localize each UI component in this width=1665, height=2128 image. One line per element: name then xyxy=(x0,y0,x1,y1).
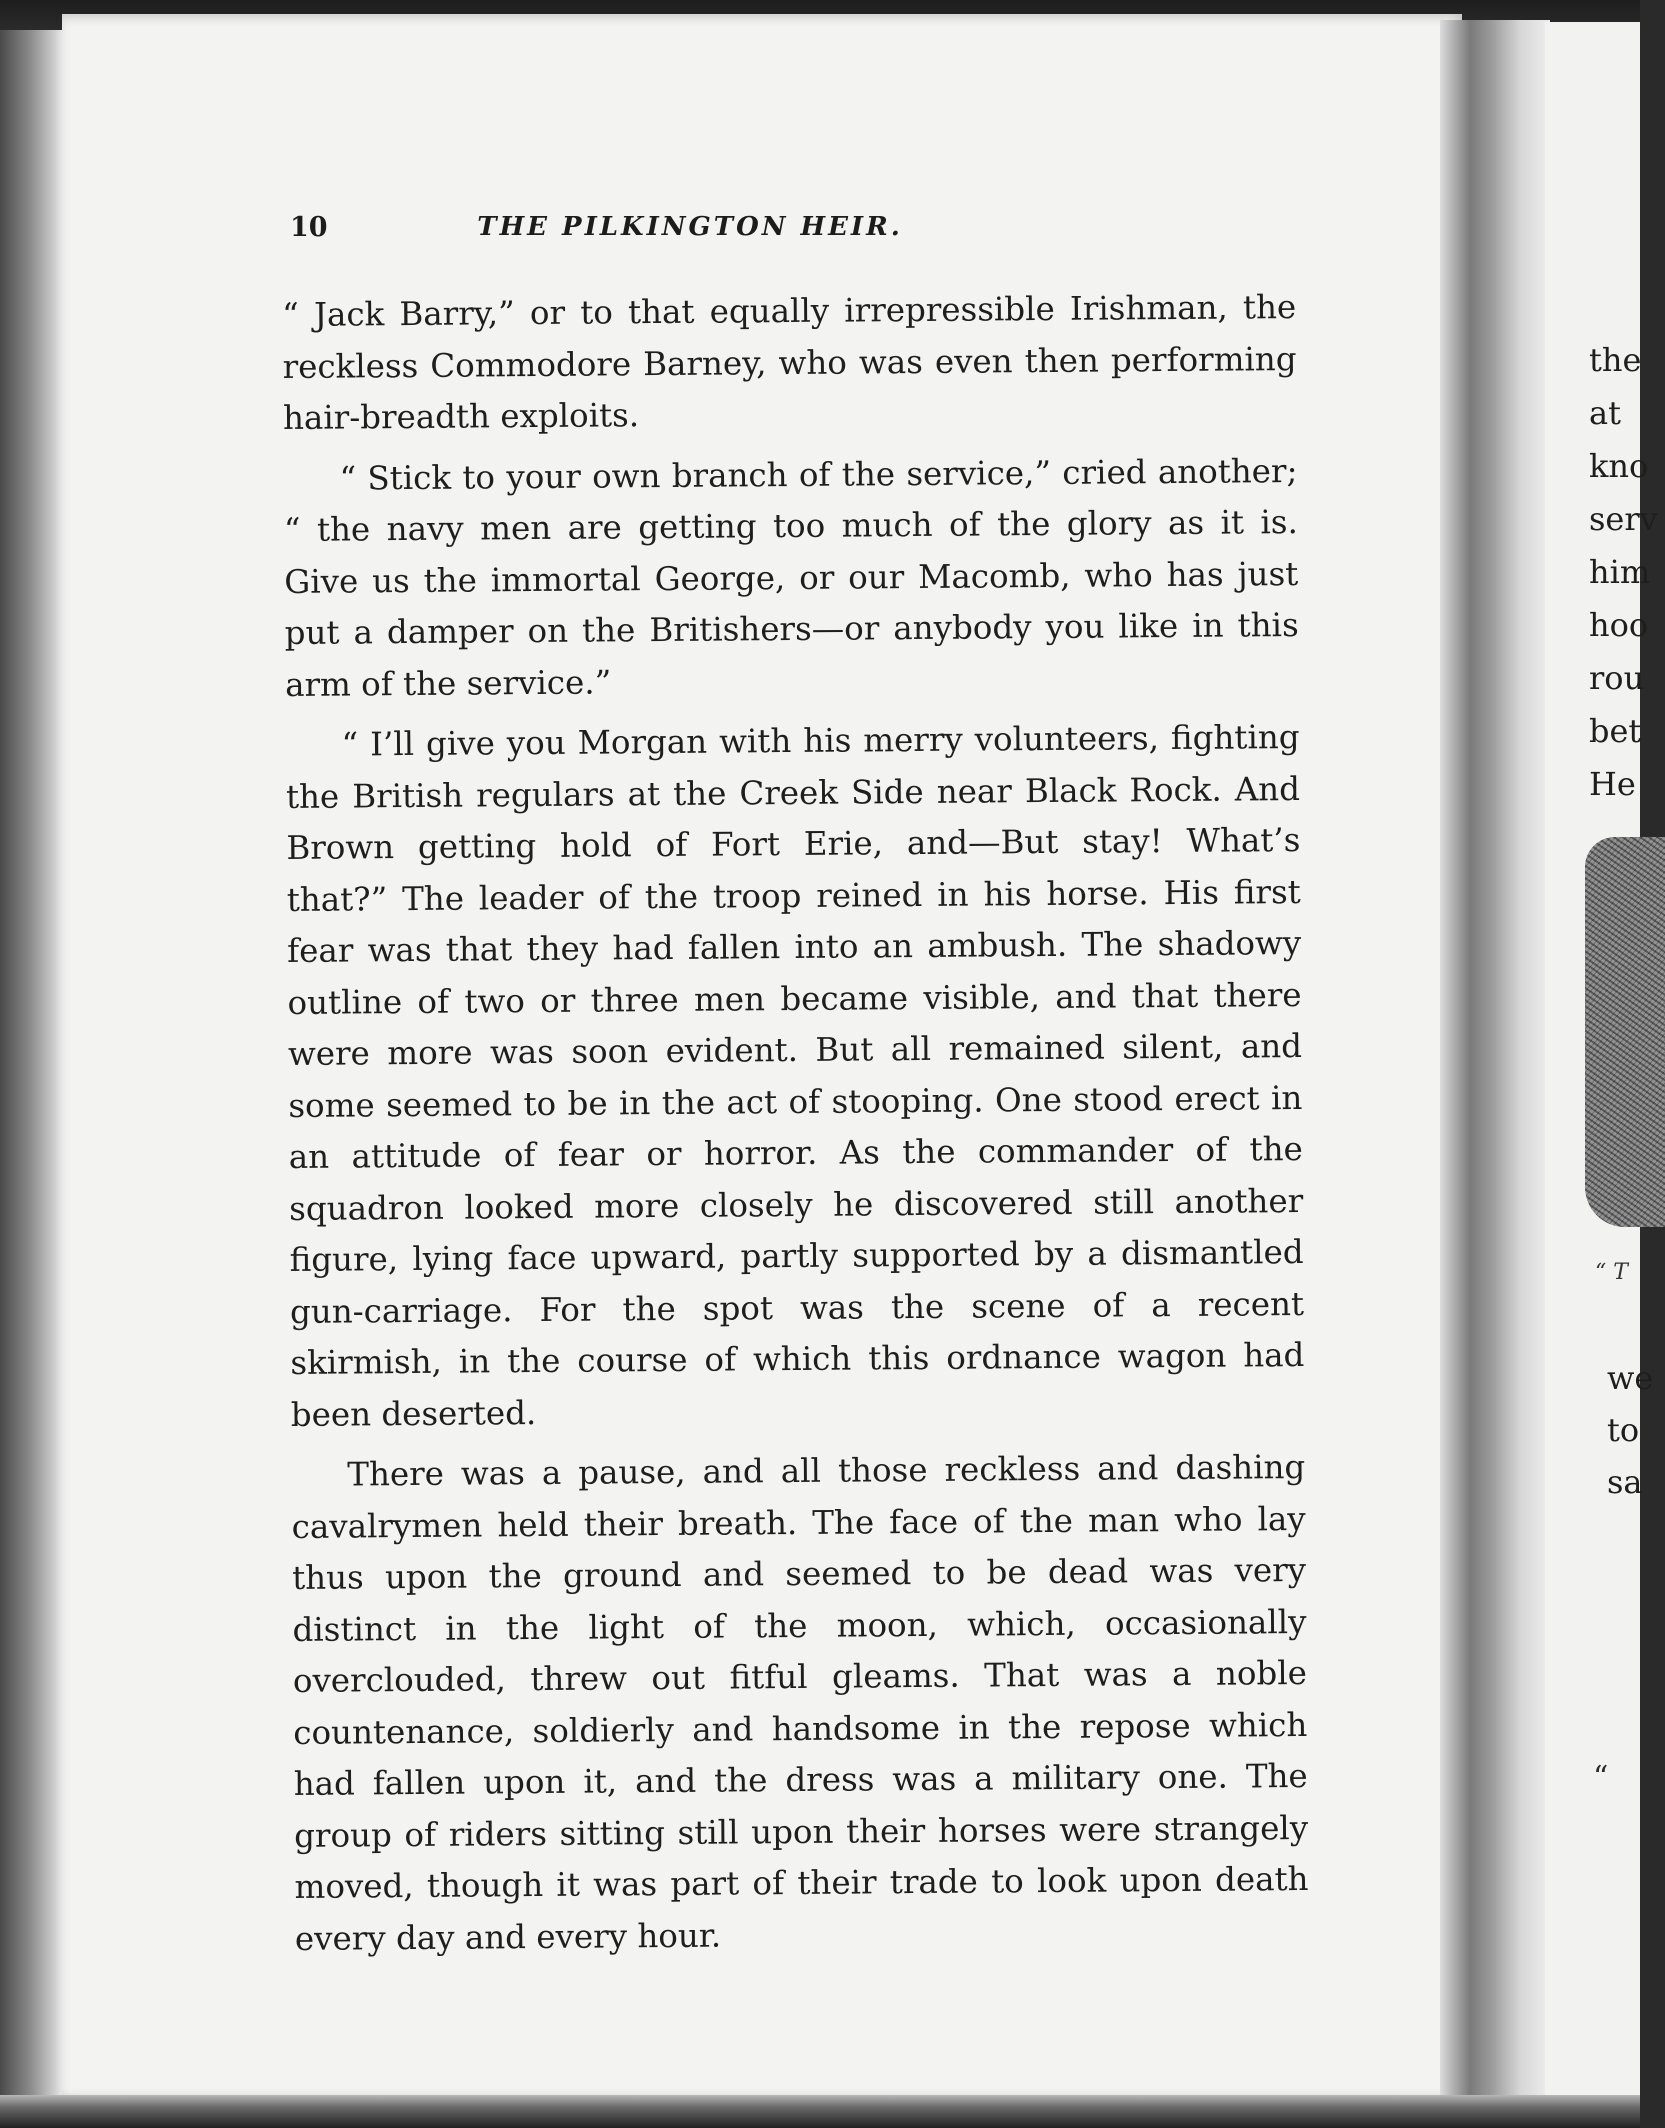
facing-line: we xyxy=(1607,1359,1654,1397)
paragraph: “ Jack Barry,” or to that equally irrepressible Irishman, the reckless Commodore Barney, who was even then performing hair-breadth exploits. xyxy=(282,288,1297,437)
page-number: 10 xyxy=(290,212,328,243)
body-text xyxy=(282,282,1309,1974)
facing-line: to xyxy=(1607,1411,1640,1449)
paragraph: There was a pause, and all those reckless and dashing cavalrymen held their breath. The face of the man who lay thus upon the ground and seemed to be dead was very distinct in the light of the moon, which, occasionally overclouded, threw out fitful gleams. That was a noble countenance, soldierly and handsome in the repose which had fallen upon it, and the dress was a military one. The group of riders sitting still upon their horses were strangely moved, though it was part of their trade to look upon death every day and every hour. xyxy=(291,1448,1309,1958)
facing-illustration xyxy=(1585,837,1665,1227)
book-gutter xyxy=(1440,20,1550,2105)
facing-page-text-bottom xyxy=(1607,1352,1653,1508)
paragraph: “ I’ll give you Morgan with his merry volunteers, fighting the British regulars at the Creek Side near Black Rock. And Brown getting hold of Fort Erie, and—But stay! What’s that?” The leader of the troop reined in his horse. His first fear was that they had fallen into an ambush. The shadowy outline of two or three men became visible, and that there were more was soon evident. But all remained silent, and some seemed to be in the act of stooping. One stood erect in an attitude of fear or horror. As the commander of the squadron looked more closely he discovered still another figure, lying face upward, partly supported by a dismantled gun-carriage. For the spot was the scene of a recent skirmish, in the course of which this ordnance wagon had been deserted. xyxy=(285,718,1305,1434)
facing-line: hoo xyxy=(1589,606,1649,644)
facing-line: bet xyxy=(1589,712,1642,750)
facing-line: rou xyxy=(1589,659,1645,697)
book-title: THE PILKINGTON HEIR. xyxy=(477,212,903,242)
book-edge-bottom xyxy=(0,2095,1640,2128)
facing-line: serv xyxy=(1589,500,1658,538)
facing-line: sa xyxy=(1607,1463,1643,1501)
facing-line: him xyxy=(1589,553,1651,591)
facing-quote-mark: “ xyxy=(1593,1760,1609,1795)
facing-line: at xyxy=(1589,394,1621,432)
paragraph: “ Stick to your own branch of the service,” cried another; “ the navy men are getting too much of the glory as it is. Give us the immortal George, or our Macomb, who has just put a damper on the Britishers—or anybody you like in this arm of the service.” xyxy=(283,451,1299,704)
running-head xyxy=(290,208,1020,258)
facing-line: He xyxy=(1589,765,1636,803)
facing-caption: “ T xyxy=(1595,1260,1628,1285)
book-edge-left xyxy=(0,30,62,2110)
facing-line: the xyxy=(1589,341,1642,379)
facing-page-text-top xyxy=(1589,334,1658,811)
facing-page xyxy=(1545,22,1658,2104)
facing-line: kno xyxy=(1589,447,1649,485)
